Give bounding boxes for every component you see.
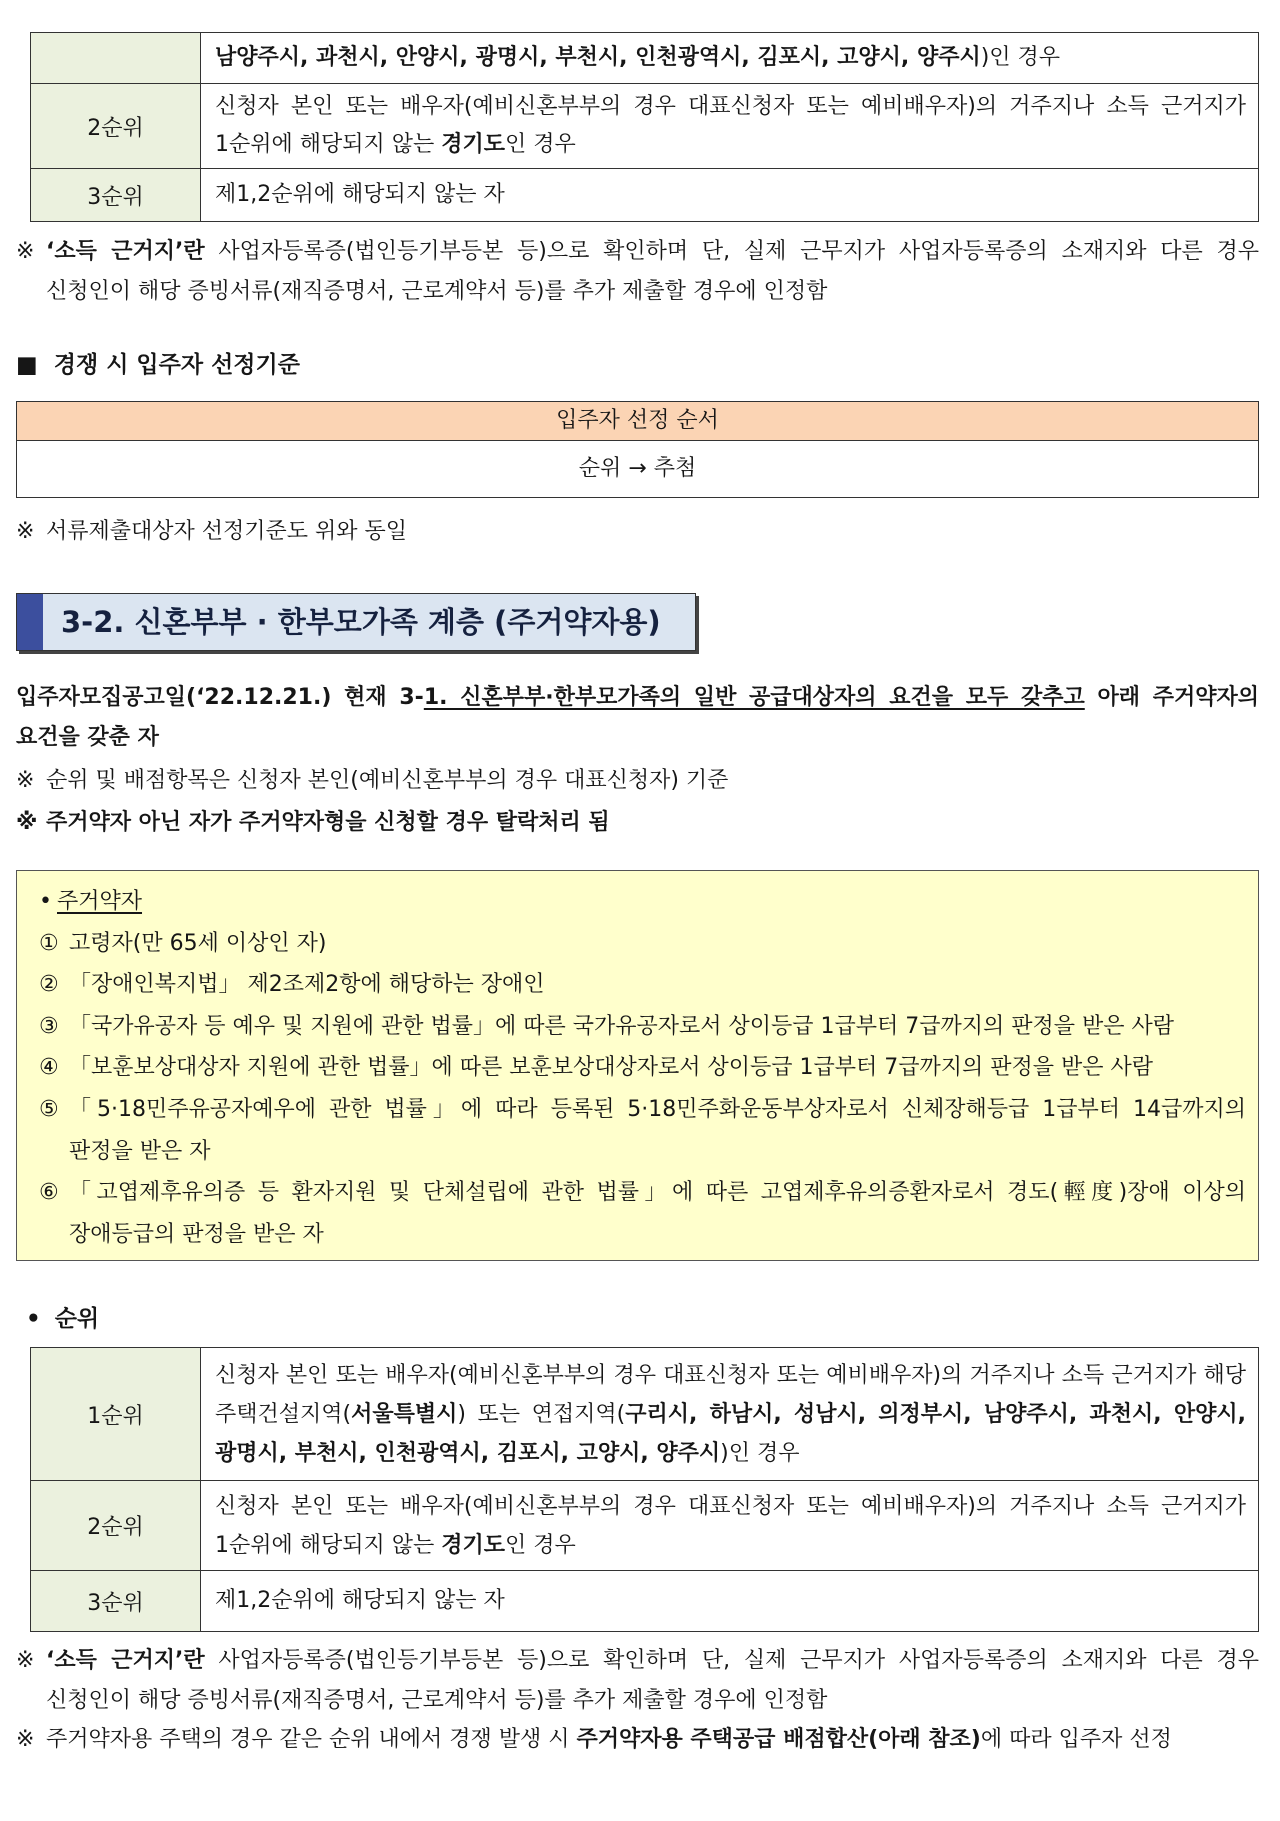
selection-table-value: 순위 → 추첨 <box>578 456 697 481</box>
list-item <box>39 1089 1246 1172</box>
section-title: 3-2. 신혼부부 · 한부모가족 계층 (주거약자용) <box>61 605 661 639</box>
text-run: 제1,2순위에 해당되지 않는 자 <box>215 182 505 207</box>
item-text: 「보훈보상대상자 지원에 관한 법률」에 따른 보훈보상대상자로서 상이등급 1급부터 7급까지의 판정을 받은 사람 <box>69 1055 1154 1081</box>
adjacent-cities: 남양주시, 과천시, 안양시, 광명시, 부천시, 인천광역시, 김포시, 고양시, 양주시 <box>215 45 981 70</box>
selection-note <box>16 512 1259 552</box>
rank-table <box>30 1347 1259 1632</box>
rank-cell: 2순위 <box>31 1481 201 1570</box>
table-row <box>31 33 1258 84</box>
box-title: 주거약자 <box>57 889 143 914</box>
item-text: 고령자(만 65세 이상인 자) <box>69 930 327 956</box>
text-run: 사업자등록증(법인등기부등본 등)으로 확인하며 단, 실제 근무지가 사업자등록증의 소재지와 다른 경우 신청인이 해당 증빙서류(재직증명서, 근로계약서 등)를 추가 제출할 경우에 인정함 <box>46 239 1259 304</box>
criteria-text <box>215 88 1246 164</box>
adjacent-cities: 구리시, 하남시, 성남시, 의정부시, 남양주시, 과천시, 안양시, 광명시, 부천시, 인천광역시, 김포시, 고양시, 양주시 <box>215 1401 1246 1466</box>
region-name: 서울특별시 <box>351 1401 458 1427</box>
rank-cell: 2순위 <box>31 84 201 168</box>
square-bullet-icon: ■ <box>16 352 38 378</box>
criteria-cell <box>201 33 1258 83</box>
bottom-notes <box>16 1641 1259 1760</box>
selection-heading <box>16 346 300 384</box>
text-run: 신청자 본인 또는 배우자(예비신혼부부의 경우 대표신청자 또는 예비배우자)의 거주지나 소득 근거지가 1순위에 해당되지 않는 <box>215 1493 1246 1558</box>
tiebreak-note <box>16 1720 1259 1760</box>
item-number: ① <box>39 930 59 956</box>
text-run: 신청자 본인 또는 배우자(예비신혼부부의 경우 대표신청자 또는 예비배우자)의 거주지나 소득 근거지가 1순위에 해당되지 않는 <box>215 94 1246 157</box>
list-item <box>39 964 1246 1006</box>
criteria-text <box>215 176 1246 214</box>
note-mark: ※ <box>16 1648 35 1673</box>
text-run: 인 경우 <box>505 1532 576 1558</box>
criteria-text <box>215 1582 1246 1620</box>
rank-cell: 3순위 <box>31 169 201 221</box>
criteria-text <box>215 39 1246 77</box>
table-row <box>31 169 1258 221</box>
item-text: 「고엽제후유의증 등 환자지원 및 단체설립에 관한 법률」에 따른 고엽제후유의증환자로서 경도(輕度)장애 이상의 장애등급의 판정을 받은 자 <box>69 1180 1246 1247</box>
item-text: 「국가유공자 등 예우 및 지원에 관한 법률」에 따른 국가유공자로서 상이등급 1급부터 7급까지의 판정을 받은 사람 <box>69 1013 1174 1039</box>
item-text: 「장애인복지법」 제2조제2항에 해당하는 장애인 <box>69 972 545 998</box>
text-run: 제1,2순위에 해당되지 않는 자 <box>215 1588 505 1613</box>
ranking-basis-note <box>16 761 1259 801</box>
criteria-text <box>215 1487 1246 1565</box>
rank-cell: 3순위 <box>31 1571 201 1631</box>
rank-cell: 1순위 <box>31 1348 201 1480</box>
text-run: 인 경우 <box>505 132 576 157</box>
section-title-box <box>16 593 696 651</box>
table-row <box>31 84 1258 169</box>
item-number: ④ <box>39 1055 59 1081</box>
region-name: 경기도 <box>441 132 506 157</box>
table-row <box>31 1348 1258 1481</box>
bullet-icon: • <box>39 889 52 914</box>
item-number: ⑤ <box>39 1096 59 1122</box>
text-run: )인 경우 <box>720 1440 800 1466</box>
item-number: ② <box>39 972 59 998</box>
heading-text: 순위 <box>54 1306 100 1332</box>
text-run: ) 또는 연접지역( <box>457 1401 626 1427</box>
text-run: 입주자모집공고일(‘22.12.21.) 현재 3- <box>16 685 424 710</box>
note-text: 서류제출대상자 선정기준도 위와 동일 <box>46 519 408 544</box>
note-text: 주거약자 아닌 자가 주거약자형을 신청할 경우 탈락처리 됨 <box>46 810 610 835</box>
item-number: ③ <box>39 1013 59 1039</box>
item-number: ⑥ <box>39 1180 59 1206</box>
note-term: ‘소득 근거지’란 <box>46 239 205 264</box>
item-text: 「5·18민주유공자예우에 관한 법률」에 따라 등록된 5·18민주화운동부상자로서 신체장해등급 1급부터 14급까지의 판정을 받은 자 <box>69 1096 1246 1164</box>
income-basis-note <box>16 1641 1259 1720</box>
eligibility-paragraph <box>16 678 1259 758</box>
box-title-line <box>39 881 1246 923</box>
section-accent-bar <box>17 594 43 650</box>
criteria-text <box>215 1356 1246 1473</box>
list-item <box>39 1006 1246 1048</box>
vulnerable-definition-box <box>16 870 1259 1261</box>
list-item <box>39 923 1246 965</box>
region-name: 경기도 <box>441 1532 506 1558</box>
rank-cell <box>31 33 201 83</box>
note-term: ‘소득 근거지’란 <box>46 1648 205 1673</box>
text-run: 에 따라 입주자 선정 <box>980 1727 1172 1752</box>
list-item <box>39 1047 1246 1089</box>
text-run: )인 경우 <box>980 45 1061 70</box>
table-row <box>31 1481 1258 1571</box>
criteria-cell <box>201 1348 1258 1480</box>
rank-table-top <box>30 32 1259 222</box>
criteria-cell <box>201 169 1258 221</box>
text-run: 사업자등록증(법인등기부등본 등)으로 확인하며 단, 실제 근무지가 사업자등록증의 소재지와 다른 경우 신청인이 해당 증빙서류(재직증명서, 근로계약서 등)를 추가 제출할 경우에 인정함 <box>46 1648 1259 1713</box>
criteria-cell <box>201 1571 1258 1631</box>
note-mark: ※ <box>16 239 35 264</box>
eligibility-condition: 1. 신혼부부·한부모가족의 일반 공급대상자의 요건을 모두 갖추고 <box>423 685 1085 710</box>
selection-table-header: 입주자 선정 순서 <box>17 402 1258 441</box>
list-item <box>39 1172 1246 1255</box>
rank-heading <box>26 1299 99 1339</box>
disqualification-note <box>16 803 1259 843</box>
note-mark: ※ <box>16 519 35 544</box>
heading-text: 경쟁 시 입주자 선정기준 <box>53 352 300 378</box>
note-term: 주거약자용 주택공급 배점합산(아래 참조) <box>576 1727 981 1752</box>
text-run: 주거약자용 주택의 경우 같은 순위 내에서 경쟁 발생 시 <box>46 1727 577 1752</box>
note-mark: ※ <box>16 810 38 835</box>
note-mark: ※ <box>16 768 35 793</box>
criteria-cell <box>201 84 1258 168</box>
text-run: 아래 주거약자의 요건을 갖춘 자 <box>16 685 1259 750</box>
bullet-icon: • <box>26 1306 41 1332</box>
criteria-cell <box>201 1481 1258 1570</box>
income-basis-note <box>16 232 1259 312</box>
note-text: 순위 및 배점항목은 신청자 본인(예비신혼부부의 경우 대표신청자) 기준 <box>46 768 729 793</box>
note-mark: ※ <box>16 1727 35 1752</box>
text-run: 신청자 본인 또는 배우자(예비신혼부부의 경우 대표신청자 또는 예비배우자)의 거주지나 소득 근거지가 해당 주택건설지역( <box>215 1362 1246 1427</box>
table-row <box>31 1571 1258 1631</box>
selection-order-table <box>16 401 1259 498</box>
